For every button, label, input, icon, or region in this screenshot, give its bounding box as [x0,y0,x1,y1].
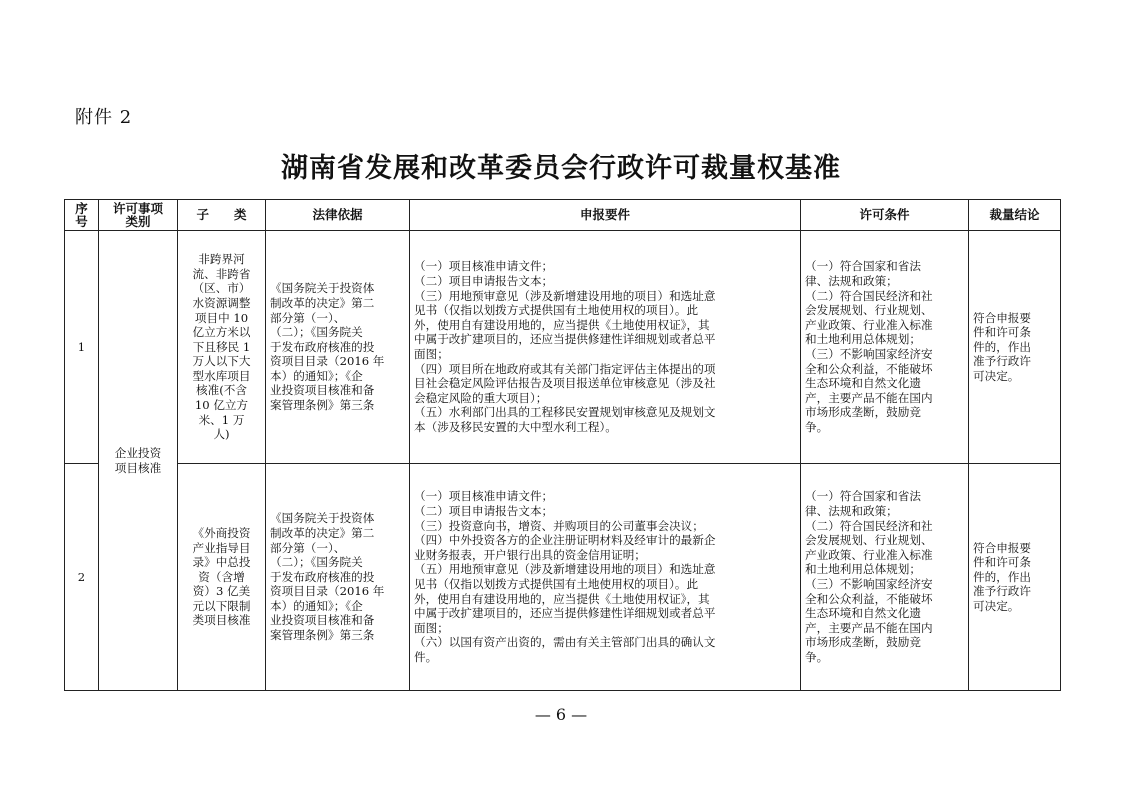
text-line: 面图； [414,347,449,361]
text-line: （二）符合国民经济和社 [805,288,933,303]
text-line: 面图； [414,620,449,635]
row-seq: 1 [65,231,99,464]
text-line: 型水库项目 [192,368,251,383]
text-line: 录》中总投 [192,555,251,570]
permit-standards-table [64,199,1061,691]
text-line: 见书（仅指以划拨方式提供国有土地使用权的项目）。此 [414,303,699,318]
text-line: 产业政策、行业准入标准 [805,547,933,562]
text-line: （三）不影响国家经济安 [805,347,933,361]
text-line: 争。 [805,649,829,664]
text-line: （二）项目申请报告文本； [414,504,554,519]
text-line: 类项目核准 [192,613,251,628]
text-line: 人) [213,427,230,442]
attachment-label: 附件 2 [75,107,133,128]
text-line: （三）用地预审意见（涉及新增建设用地的项目）和选址意 [414,288,716,303]
text-line: 和土地利用总体规划； [805,562,921,577]
text-line: 律、法规和政策； [805,274,898,289]
text-line: 《国务院关于投资体 [270,511,375,526]
sub-cell [178,231,266,464]
text-line: （四）项目所在地政府或其有关部门指定评估主体提出的项 [414,361,716,376]
header-conclusion: 裁量结论 [969,200,1061,231]
text-line: 部分第（一）、 [270,540,346,555]
text-line: 生态环境和自然文化遗 [805,606,921,621]
header-category: 许可事项 类别 [99,200,178,231]
text-line: （二）；《国务院关 [270,555,363,570]
text-line: （三）不影响国家经济安 [805,577,933,591]
text-line: 可决定。 [973,598,1020,613]
text-line: 业投资项目核准和备 [270,383,375,398]
legal-basis-cell [266,231,410,464]
text-line: 本（涉及移民安置的大中型水利工程）。 [414,419,617,434]
text-line: 资项目目录（2016 年 [270,354,385,369]
text-line: 争。 [805,419,829,434]
text-line: 全和公众利益，不能破坏 [805,591,933,606]
text-line: 案管理条例》第三条 [270,398,375,413]
text-line: （五）用地预审意见（涉及新增建设用地的项目）和选址意 [414,562,716,577]
text-line: 部分第（一）、 [270,310,346,325]
sub-cell [178,464,266,691]
text-line: 符合申报要 [973,540,1031,555]
text-line: 项目中 10 [194,310,249,325]
text-line: 流、非跨省 [192,266,251,281]
text-line: 元以下限制 [192,598,251,613]
row-seq: 2 [65,464,99,691]
text-line: 资项目目录（2016 年 [270,584,385,599]
conclusion-cell [969,231,1061,464]
table-row [65,464,1061,691]
text-line: 下且移民 1 [192,339,251,354]
text-line: （四）中外投资各方的企业注册证明材料及经审计的最新企 [414,533,716,548]
text-line: 核准(不含 [196,383,247,398]
text-line: 件和许可条 [973,325,1031,340]
text-line: 业投资项目核准和备 [270,613,375,628]
text-line: 制改革的决定》第二 [270,525,375,540]
text-line: 案管理条例》第三条 [270,628,375,643]
requirements-cell [410,231,801,464]
text-line: （一）项目核准申请文件； [414,489,554,504]
text-line: 于发布政府核准的投 [270,339,375,354]
header-legal: 法律依据 [266,200,410,231]
conclusion-cell [969,464,1061,691]
text-line: 水资源调整 [192,295,251,310]
text-line: 资）3 亿美 [192,584,251,599]
text-line: 产，主要产品不能在国内 [805,620,933,635]
text-line: 产业指导目 [192,540,251,555]
text-line: 见书（仅指以划拨方式提供国有土地使用权的项目）。此 [414,577,699,591]
text-line: （二）；《国务院关 [270,325,363,340]
text-line: 米、1 万 [198,412,245,427]
text-line: 《国务院关于投资体 [270,281,375,296]
text-line: 会稳定风险的重大项目）； [414,390,548,405]
text-line: 资（含增 [198,569,245,584]
text-line: 产业政策、行业准入标准 [805,317,933,332]
text-line: 准予行政许 [973,584,1031,599]
text-line: 可决定。 [973,368,1020,383]
text-line: 律、法规和政策； [805,504,898,519]
text-line: 件。 [414,649,438,664]
text-line: （三）投资意向书，增资、并购项目的公司董事会决议； [414,518,704,533]
text-line: 符合申报要 [973,310,1031,325]
requirements-cell [410,464,801,691]
text-line: 10 亿立方 [194,398,249,413]
text-line: 市场形成垄断，鼓励竞 [805,405,921,420]
category-cell: 企业投资 项目核准 [99,231,178,691]
text-line: 件的，作出 [973,569,1031,584]
text-line: 中属于改扩建项目的，还应当提供修建性详细规划或者总平 [414,606,716,621]
text-line: 亿立方米以 [192,325,251,340]
text-line: 外，使用自有建设用地的，应当提供《土地使用权证》，其 [414,317,710,332]
text-line: 业财务报表，开户银行出具的资金信用证明； [414,547,646,562]
text-line: 中属于改扩建项目的，还应当提供修建性详细规划或者总平 [414,332,716,347]
header-conditions: 许可条件 [801,200,969,231]
text-line: （二）符合国民经济和社 [805,518,933,533]
text-line: 外，使用自有建设用地的，应当提供《土地使用权证》，其 [414,591,710,606]
page-number: — 6 — [534,705,588,724]
text-line: 万人以下大 [192,354,251,369]
text-line: （一）符合国家和省法 [805,489,921,504]
text-line: 市场形成垄断，鼓励竞 [805,635,921,650]
header-requirements: 申报要件 [410,200,801,231]
text-line: 本）的通知》；《企 [270,598,363,613]
text-line: 本）的通知》；《企 [270,368,363,383]
text-line: 于发布政府核准的投 [270,569,375,584]
header-seq: 序 号 [65,200,99,231]
text-line: （一）项目核准申请文件； [414,259,554,274]
text-line: （五）水利部门出具的工程移民安置规划审核意见及规划文 [414,405,716,420]
text-line: （一）符合国家和省法 [805,259,921,274]
text-line: 件的，作出 [973,339,1031,354]
text-line: 产，主要产品不能在国内 [805,390,933,405]
text-line: 准予行政许 [973,354,1031,369]
text-line: 生态环境和自然文化遗 [805,376,921,391]
table-header-row [65,200,1061,231]
text-line: 会发展规划、行业规划、 [805,303,933,318]
text-line: （二）项目申请报告文本； [414,274,554,289]
text-line: 《外商投资 [192,525,251,540]
text-line: 件和许可条 [973,555,1031,570]
table-row [65,231,1061,464]
text-line: （六）以国有资产出资的，需由有关主管部门出具的确认文 [414,635,716,650]
conditions-cell [801,464,969,691]
text-line: 非跨界河 [198,252,245,267]
text-line: 制改革的决定》第二 [270,295,375,310]
header-sub: 子 类 [178,200,266,231]
text-line: （区、市） [192,281,251,296]
legal-basis-cell [266,464,410,691]
text-line: 全和公众利益，不能破坏 [805,361,933,376]
conditions-cell [801,231,969,464]
text-line: 目社会稳定风险评估报告及项目报送单位审核意见（涉及社 [414,376,716,391]
text-line: 会发展规划、行业规划、 [805,533,933,548]
text-line: 和土地利用总体规划； [805,332,921,347]
document-title: 湖南省发展和改革委员会行政许可裁量权基准 [281,153,841,184]
